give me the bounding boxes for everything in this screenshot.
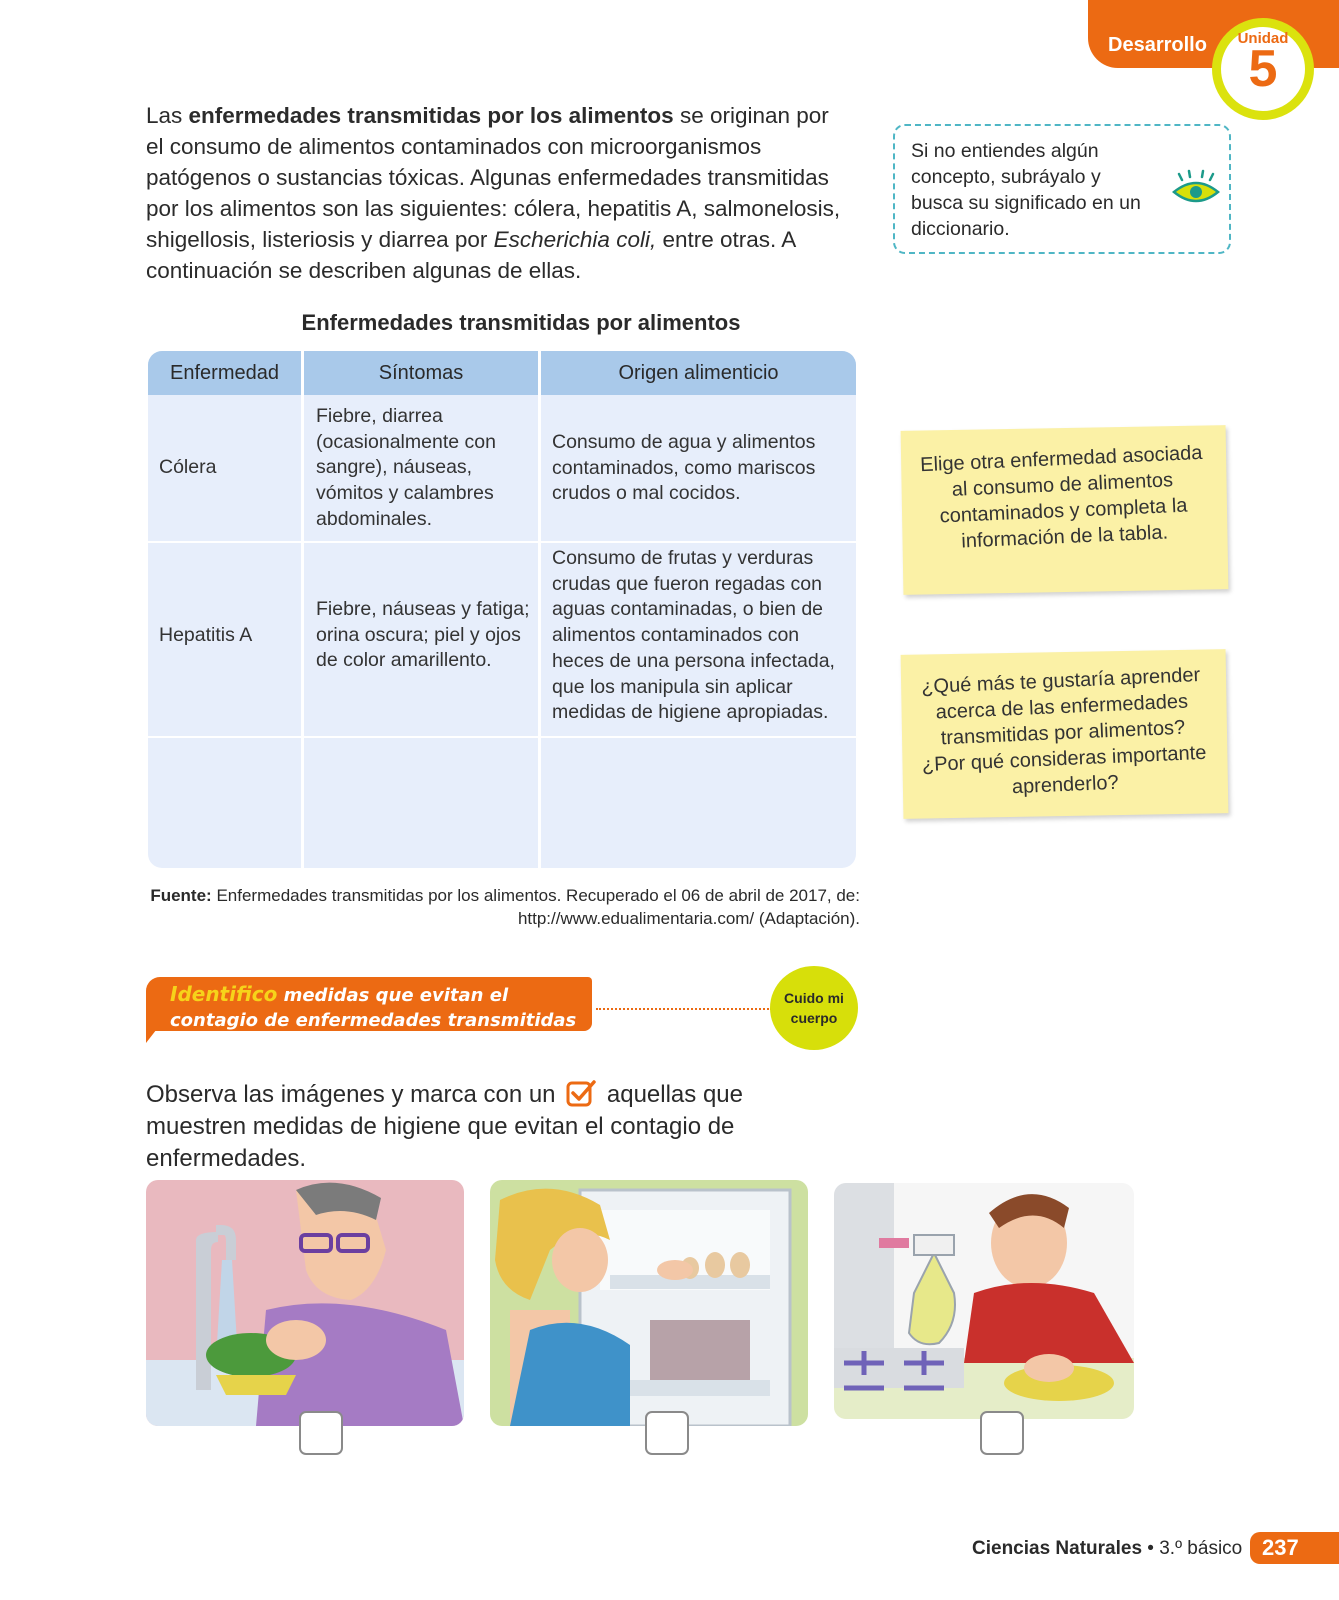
- instruction-part: Observa las imágenes y marca con un: [146, 1081, 563, 1108]
- intro-bold-term: enfermedades transmitidas por los alimentos: [188, 103, 674, 128]
- table-header-disease: Enfermedad: [148, 351, 301, 395]
- table-source: [146, 884, 860, 930]
- source-text: Enfermedades transmitidas por los alimentos. Recuperado el 06 de abril de 2017, de: http://www.edualimentaria.com/ (Adaptación).: [211, 886, 860, 928]
- footer-subject: [972, 1538, 1242, 1560]
- intro-paragraph: [146, 100, 846, 286]
- eye-icon: [1170, 168, 1222, 208]
- activity-highlight: Identifico: [170, 982, 278, 1006]
- intro-italic-term: Escherichia coli,: [493, 227, 657, 252]
- sticky-note-text: Elige otra enfermedad asociada al consumo de alimentos contaminados y completa la información de la tabla.: [919, 441, 1203, 553]
- activity-title-text: medidas que evitan el contagio de enfermedades transmitidas por alimentos: [170, 985, 577, 1056]
- table-cell-origin: Consumo de frutas y verduras crudas que fueron regadas con aguas contaminadas, o bien de alimentos contaminados con heces de una persona infectada, que los manipula sin aplicar medidas de higiene apropiadas.: [552, 547, 835, 724]
- image-refrigerator: [490, 1180, 808, 1426]
- table-cell-symptoms: Fiebre, náuseas y fatiga; orina oscura; piel y ojos de color amarillento.: [316, 598, 530, 672]
- footer-grade: • 3.º básico: [1142, 1538, 1243, 1559]
- diseases-table: [148, 351, 856, 868]
- table-divider: [148, 736, 856, 738]
- intro-text: se originan por el consumo de alimentos contaminados con microorganismos patógenos o sustancias tóxicas. Algunas enfermedades transmitidas por los alimentos son las siguientes: cólera, hepatitis A, salmonelosis, shigellosis, listeriosis y diarrea por: [146, 103, 841, 252]
- instruction-text: [146, 1078, 846, 1175]
- unit-label: Unidad: [1237, 30, 1289, 47]
- cuido-cuerpo-tag: Cuido mi cuerpo: [770, 966, 858, 1050]
- table-cell-disease: Cólera: [159, 456, 217, 478]
- source-label: Fuente:: [150, 886, 212, 905]
- answer-checkbox-3[interactable]: [980, 1411, 1024, 1455]
- image-washing-vegetables: [146, 1180, 464, 1426]
- activity-banner-tail: [146, 1025, 160, 1043]
- unit-number: 5: [1248, 40, 1278, 98]
- table-header-origin: Origen alimenticio: [541, 351, 856, 395]
- table-title: Enfermedades transmitidas por alimentos: [301, 310, 741, 335]
- image-cleaning-counter: [834, 1183, 1134, 1419]
- table-divider: [148, 541, 856, 543]
- dotted-connector: [596, 1008, 772, 1010]
- instruction-part: aquellas que muestren medidas de higiene que evitan el contagio de enfermedades.: [146, 1081, 743, 1172]
- intro-text: entre otras. A continuación se describen algunas de ellas.: [146, 227, 796, 283]
- activity-title: [170, 982, 590, 1058]
- tip-text: Si no entiendes algún concepto, subráyalo y busca su significado en un diccionario.: [911, 140, 1141, 240]
- intro-text: Las: [146, 103, 189, 128]
- table-divider: [538, 351, 541, 868]
- answer-checkbox-1[interactable]: [299, 1411, 343, 1455]
- table-divider: [301, 351, 304, 868]
- table-cell-symptoms: Fiebre, diarrea (ocasionalmente con sangre), náuseas, vómitos y calambres abdominales.: [316, 405, 496, 530]
- table-header-symptoms: Síntomas: [304, 351, 538, 395]
- footer-subject-name: Ciencias Naturales: [972, 1538, 1143, 1559]
- page-number: 237: [1250, 1532, 1339, 1564]
- answer-checkbox-2[interactable]: [645, 1411, 689, 1455]
- table-cell-origin: Consumo de agua y alimentos contaminados, como mariscos crudos o mal cocidos.: [552, 431, 816, 505]
- unit-badge: [1212, 18, 1314, 120]
- section-label: Desarrollo: [1108, 34, 1207, 56]
- sticky-note-text: ¿Qué más te gustaría aprender acerca de las enfermedades transmitidas por alimentos? ¿Por qué consideras importante aprenderlo?: [920, 663, 1207, 799]
- table-cell-disease: Hepatitis A: [159, 624, 253, 646]
- checkbox-check-icon: [566, 1078, 596, 1108]
